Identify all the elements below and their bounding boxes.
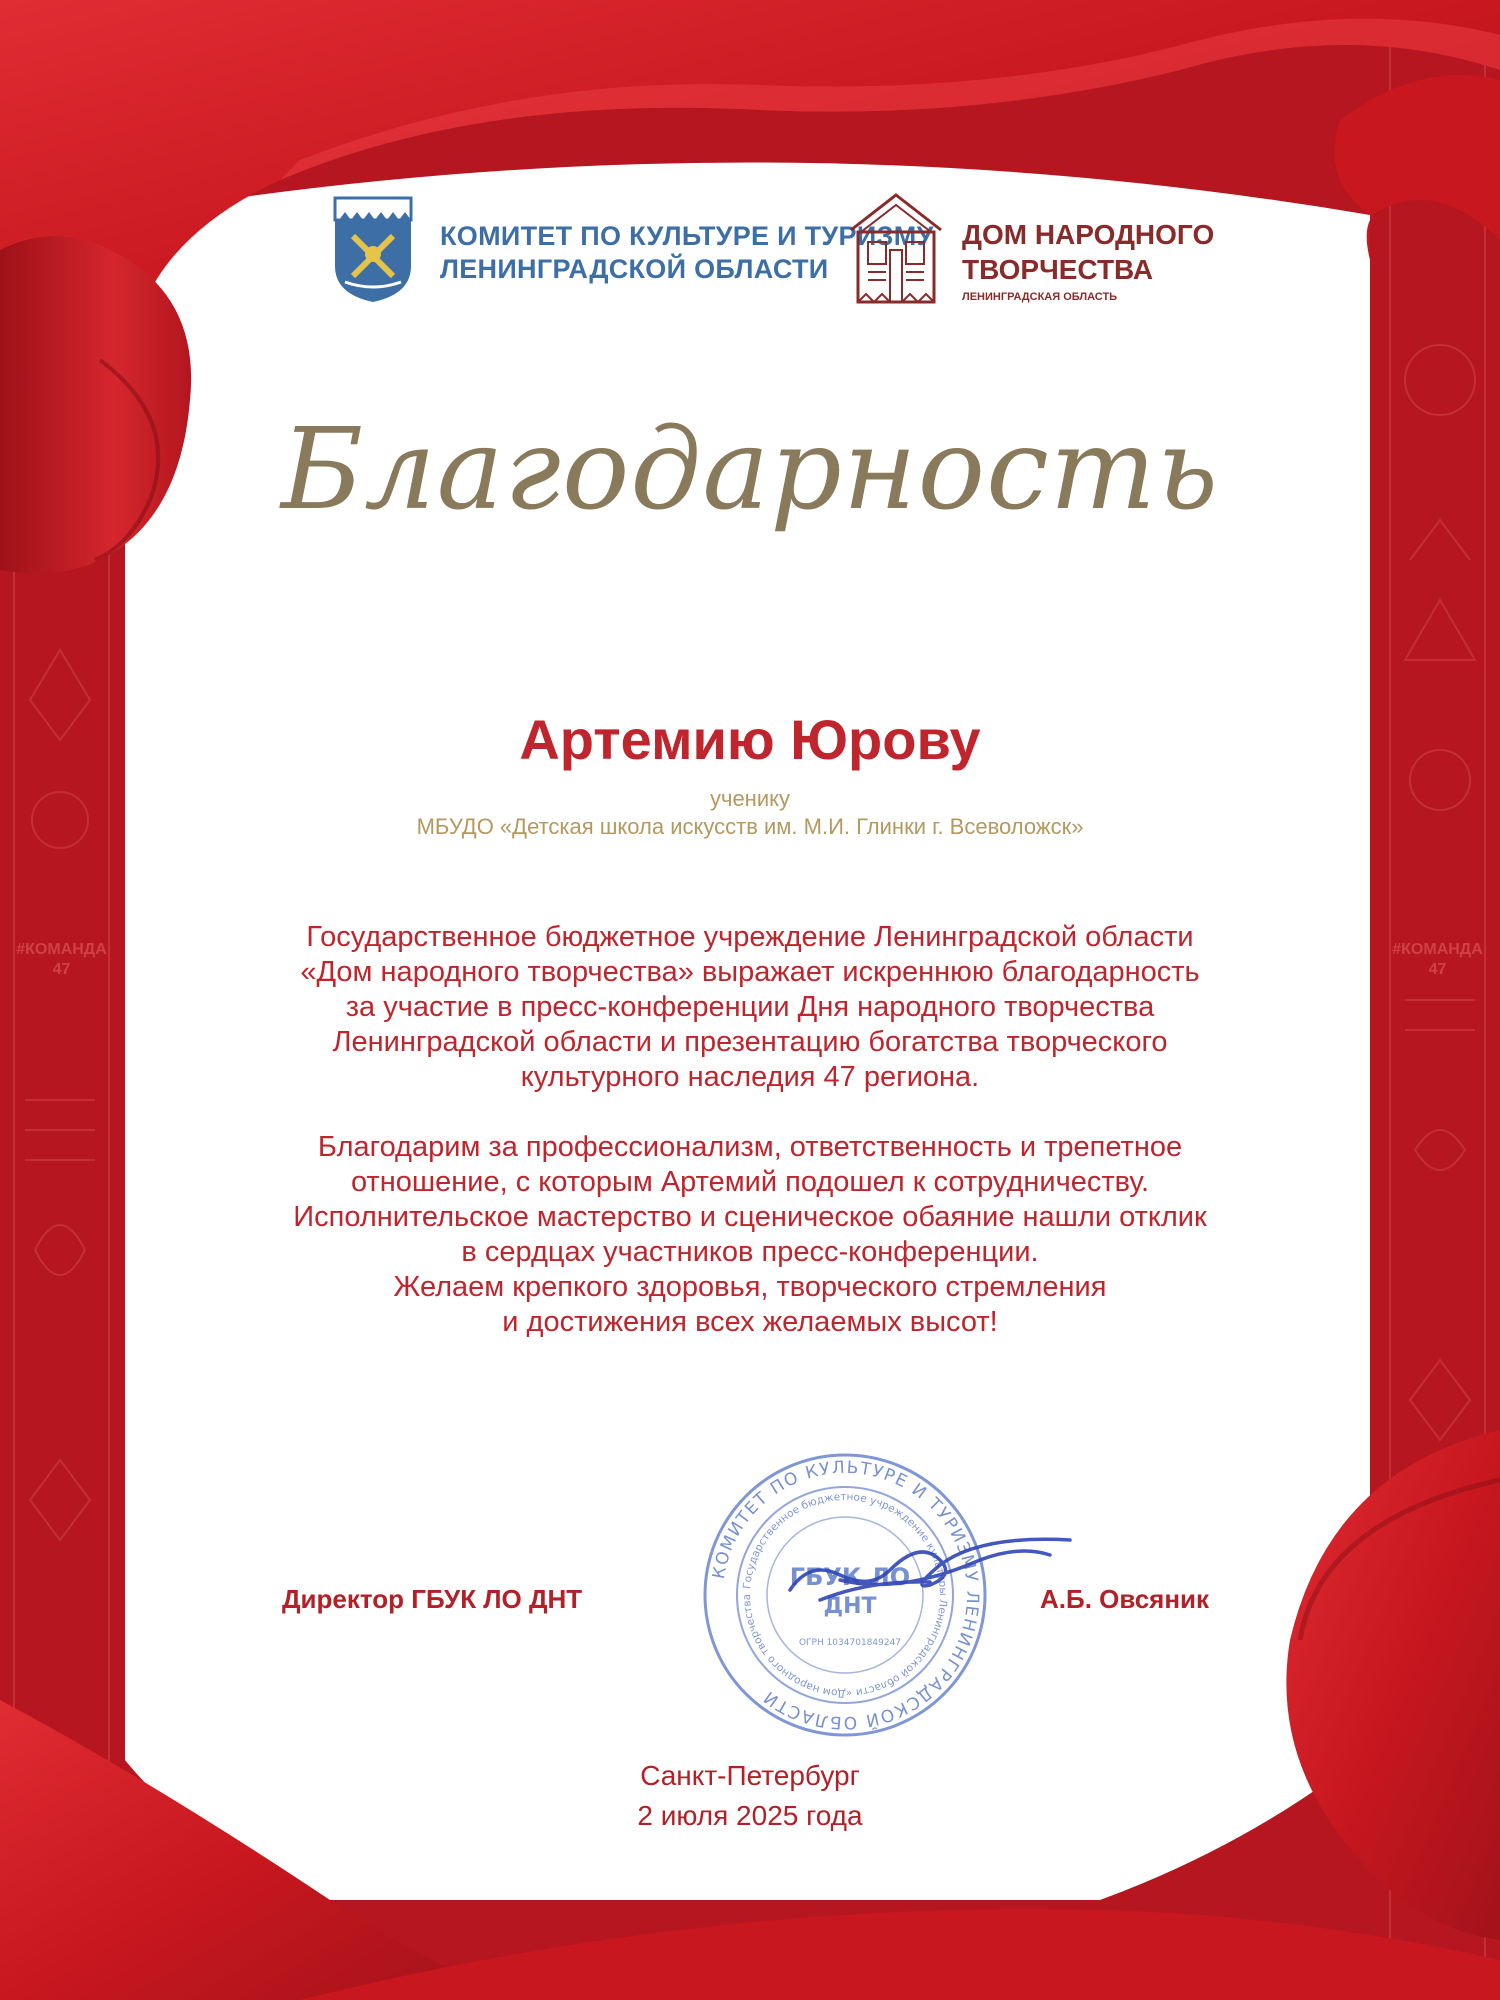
stamp-ogrn: ОГРН 1034701849247 (798, 1638, 902, 1648)
folk-house-icon (846, 190, 946, 305)
right-side-label (1390, 940, 1485, 980)
recipient-name: Артемию Юрову (519, 708, 981, 771)
issue-city: Санкт-Петербург (640, 1760, 860, 1791)
paragraph-1-line: Государственное бюджетное учреждение Ленинградской области (306, 921, 1194, 953)
handwritten-signature (780, 1520, 1080, 1620)
signatory-position: Директор ГБУК ЛО ДНТ (282, 1584, 583, 1614)
dnt-logo (846, 190, 946, 305)
committee-name-line1: КОМИТЕТ ПО КУЛЬТУРЕ И ТУРИЗМУ (440, 221, 934, 251)
stamp-outer-text: КОМИТЕТ ПО КУЛЬТУРЕ И ТУРИЗМУ ЛЕНИНГРАДСКОЙ ОБЛАСТИ (709, 1457, 983, 1733)
left-side-label (14, 940, 109, 980)
stamp-center-line1: ГБУК ЛО (789, 1563, 911, 1591)
paragraph-2-line: в сердцах участников пресс-конференции. (461, 1236, 1039, 1268)
paragraph-1 (0, 920, 1500, 1095)
issue-date: 2 июля 2025 года (637, 1800, 863, 1831)
paragraph-1-line: культурного наследия 47 региона. (520, 1061, 980, 1093)
signatory-name: А.Б. Овсяник (1040, 1584, 1210, 1614)
paragraph-2-line: и достижения всех желаемых высот! (502, 1306, 998, 1338)
side-hashtag: #КОМАНДА 47 (16, 941, 107, 978)
paragraph-2-line: Благодарим за профессионализм, ответственность и трепетное (317, 1131, 1183, 1163)
recipient-role: ученику (709, 786, 790, 811)
dnt-name-line2: ТВОРЧЕСТВА (962, 254, 1154, 285)
certificate-title: Благодарность (281, 405, 1219, 535)
side-hashtag: #КОМАНДА 47 (1392, 941, 1483, 978)
stamp-inner-text: Государственное бюджетное учреждение культуры Ленинградской области «Дом народного творчества (740, 1490, 950, 1700)
recipient-school: МБУДО «Детская школа искусств им. М.И. Глинки г. Всеволожск» (416, 814, 1084, 839)
committee-logo (333, 196, 413, 304)
dnt-name-line1: ДОМ НАРОДНОГО (962, 219, 1215, 250)
paragraph-2-line: Желаем крепкого здоровья, творческого стремления (393, 1271, 1107, 1303)
paragraph-1-line: Ленинградской области и презентацию богатства творческого (332, 1026, 1168, 1058)
paragraph-1-line: «Дом народного творчества» выражает искреннюю благодарность (300, 956, 1200, 988)
stamp-center-line2: ДНТ (823, 1594, 877, 1619)
paragraph-2-line: отношение, с которым Артемий подошел к сотрудничеству. (350, 1166, 1150, 1198)
committee-name-line2: ЛЕНИНГРАДСКОЙ ОБЛАСТИ (440, 254, 829, 284)
dnt-region: ЛЕНИНГРАДСКАЯ ОБЛАСТЬ (962, 291, 1118, 303)
paragraph-2 (0, 1130, 1500, 1340)
coat-of-arms-icon (333, 196, 413, 304)
paragraph-1-line: за участие в пресс-конференции Дня народного творчества (345, 991, 1155, 1023)
paragraph-2-line: Исполнительское мастерство и сценическое обаяние нашли отклик (293, 1201, 1207, 1233)
